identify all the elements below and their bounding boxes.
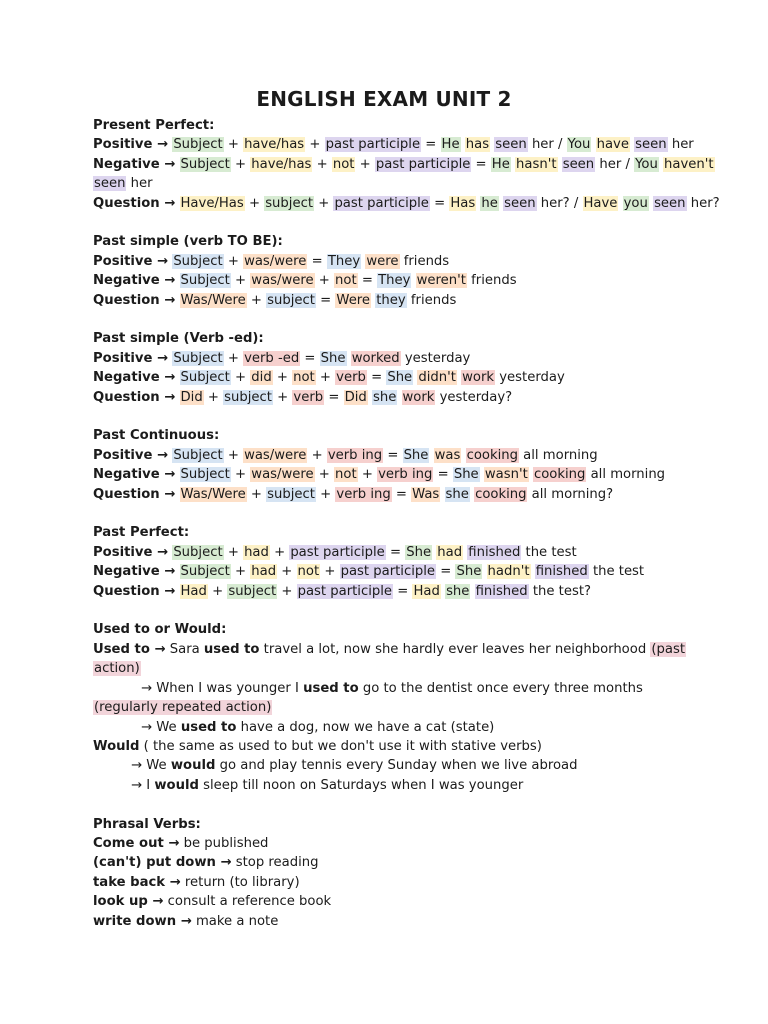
section-heading <box>93 620 673 639</box>
highlighted-term: Subject <box>180 156 230 172</box>
bold-label: used to <box>180 719 237 735</box>
bold-label: Negative → <box>93 156 176 172</box>
text-segment: return (to library) <box>180 874 300 890</box>
highlighted-term: Has <box>450 195 476 211</box>
text-segment: + <box>246 486 267 502</box>
text-segment: → I <box>131 777 155 793</box>
blank-line <box>93 795 673 814</box>
text-segment: sleep till noon on Saturdays when I was younger <box>198 777 524 793</box>
text-segment: Sara <box>165 641 204 657</box>
text-segment <box>175 157 179 172</box>
bold-label: Used to → <box>93 641 166 657</box>
highlighted-term: Had <box>180 583 207 599</box>
text-line <box>93 291 673 310</box>
text-segment <box>175 584 179 599</box>
highlighted-term: Were <box>336 292 371 308</box>
highlighted-term: You <box>567 137 591 153</box>
bold-label: would <box>170 758 216 774</box>
text-segment: friends <box>406 292 457 308</box>
text-line <box>93 659 673 678</box>
bold-label: (can't) put down → <box>93 855 232 871</box>
text-segment: + <box>223 137 244 153</box>
text-segment <box>591 137 595 152</box>
highlighted-term: Subject <box>180 467 230 483</box>
bold-label: Positive → <box>93 253 169 269</box>
highlighted-term: finished <box>535 564 588 580</box>
text-line <box>93 853 673 872</box>
text-line <box>93 737 673 756</box>
highlighted-term: cooking <box>533 467 586 483</box>
text-segment: + <box>305 137 325 153</box>
bold-label: Past Perfect: <box>93 525 190 541</box>
text-line <box>93 388 673 407</box>
highlighted-term: past participle <box>325 137 421 153</box>
text-line <box>93 446 673 465</box>
highlighted-term: seen <box>94 176 126 192</box>
bold-label: Positive → <box>93 137 169 153</box>
text-segment: = <box>436 564 456 580</box>
text-segment: friends <box>466 273 517 289</box>
highlighted-term: was/were <box>251 273 314 289</box>
blank-line <box>93 407 673 426</box>
text-segment: travel a lot, now she hardly ever leaves her neighborhood <box>259 641 651 657</box>
highlighted-term: have <box>596 137 629 153</box>
highlighted-term: She <box>387 370 413 386</box>
text-segment: + <box>315 370 336 386</box>
bold-label: Present Perfect: <box>93 118 215 133</box>
highlighted-term: (past <box>651 641 686 657</box>
text-segment: + <box>203 389 224 405</box>
text-segment: + <box>230 273 251 289</box>
highlighted-term: was/were <box>244 447 307 463</box>
text-line <box>93 756 673 775</box>
text-segment <box>397 390 401 405</box>
text-segment: + <box>314 273 335 289</box>
text-segment <box>175 370 179 385</box>
highlighted-term: Had <box>413 583 440 599</box>
section-heading <box>93 116 673 135</box>
highlighted-term: subject <box>267 486 315 502</box>
highlighted-term: they <box>376 292 406 308</box>
highlighted-term: he <box>481 195 498 211</box>
highlighted-term: verb -ed <box>244 350 300 366</box>
text-segment: + <box>277 564 297 580</box>
blank-line <box>93 504 673 523</box>
text-segment <box>175 293 179 308</box>
blank-line <box>93 310 673 329</box>
text-line <box>93 252 673 271</box>
highlighted-term: Was <box>412 486 440 502</box>
highlighted-term: You <box>635 156 658 172</box>
text-line <box>93 834 673 853</box>
text-segment: = <box>433 467 453 483</box>
text-segment: = <box>393 583 413 599</box>
highlighted-term: Subject <box>180 273 230 289</box>
highlighted-term: were <box>366 253 399 269</box>
text-segment <box>440 487 444 502</box>
text-segment: have a dog, now we have a cat (state) <box>236 719 495 735</box>
text-segment: all morning? <box>527 486 614 502</box>
bold-label: Question → <box>93 292 176 308</box>
highlighted-term: haven't <box>664 156 714 172</box>
text-segment: + <box>223 544 244 560</box>
highlighted-term: (regularly repeated action) <box>94 700 272 716</box>
text-line <box>93 271 673 290</box>
highlighted-term: verb <box>293 389 324 405</box>
highlighted-term: subject <box>265 195 313 211</box>
highlighted-term: work <box>402 389 435 405</box>
text-segment: her? <box>686 195 720 211</box>
section-heading <box>93 523 673 542</box>
highlighted-term: wasn't <box>484 467 528 483</box>
text-line <box>93 912 673 931</box>
text-segment: + <box>230 564 251 580</box>
text-segment: = <box>471 156 491 172</box>
text-line <box>93 562 673 581</box>
text-line <box>93 582 673 601</box>
highlighted-term: was/were <box>244 253 307 269</box>
highlighted-term: not <box>332 156 355 172</box>
text-line <box>93 465 673 484</box>
highlighted-term: had <box>244 544 269 560</box>
text-segment: + <box>307 447 327 463</box>
text-line <box>93 155 714 174</box>
text-segment: + <box>272 370 293 386</box>
bold-label: Negative → <box>93 467 176 483</box>
text-line <box>93 349 673 368</box>
highlighted-term: Subject <box>173 253 223 269</box>
highlighted-term: seen <box>562 156 595 172</box>
text-segment: = <box>300 350 320 366</box>
bold-label: used to <box>303 680 359 696</box>
highlighted-term: verb ing <box>336 486 391 502</box>
highlighted-term: She <box>403 447 429 463</box>
text-line <box>93 485 673 504</box>
text-segment: her / <box>527 137 567 153</box>
text-segment: her? / <box>536 195 583 211</box>
highlighted-term: Subject <box>180 370 230 386</box>
bold-label: Negative → <box>93 564 176 580</box>
text-segment <box>470 584 474 599</box>
bold-label: Negative → <box>93 370 176 386</box>
highlighted-term: He <box>441 137 460 153</box>
text-segment <box>175 273 179 288</box>
highlighted-term: has <box>465 137 490 153</box>
highlighted-term: have/has <box>251 156 312 172</box>
highlighted-term: She <box>406 544 432 560</box>
highlighted-term: had <box>251 564 277 580</box>
text-segment: the test <box>588 564 645 580</box>
text-segment: + <box>223 350 244 366</box>
text-line <box>93 135 694 154</box>
highlighted-term: not <box>293 370 315 386</box>
highlighted-term: They <box>378 273 411 289</box>
highlighted-term: not <box>335 273 357 289</box>
text-segment: all morning <box>518 447 598 463</box>
text-segment: be published <box>179 835 269 851</box>
text-segment <box>175 487 179 502</box>
highlighted-term: cooking <box>466 447 518 463</box>
text-line <box>93 679 673 698</box>
text-segment: ( the same as used to but we don't use it with stative verbs) <box>139 738 542 754</box>
highlighted-term: did <box>251 370 272 386</box>
bold-label: look up → <box>93 894 164 910</box>
text-segment: = <box>429 195 450 211</box>
bold-label: would <box>154 777 199 793</box>
text-segment: + <box>355 156 375 172</box>
blank-line <box>93 213 673 232</box>
highlighted-term: Subject <box>173 544 223 560</box>
bold-label: Positive → <box>93 447 169 463</box>
highlighted-term: finished <box>475 583 528 599</box>
text-segment: her <box>667 137 694 153</box>
highlighted-term: She <box>456 564 482 580</box>
highlighted-term: was/were <box>251 467 314 483</box>
text-segment: = <box>324 389 344 405</box>
text-segment: + <box>244 195 265 211</box>
text-segment <box>618 196 622 211</box>
bold-label: used to <box>203 641 260 657</box>
highlighted-term: They <box>327 253 361 269</box>
highlighted-term: seen <box>504 195 536 211</box>
text-segment: = <box>385 544 406 560</box>
text-segment: go to the dentist once every three months <box>358 680 643 696</box>
text-segment: + <box>357 467 378 483</box>
text-segment: friends <box>399 253 450 269</box>
text-segment <box>175 196 179 211</box>
text-line <box>93 892 673 911</box>
text-segment: yesterday <box>400 350 471 366</box>
highlighted-term: past participle <box>375 156 471 172</box>
highlighted-term: Subject <box>180 564 230 580</box>
text-segment: + <box>315 486 336 502</box>
text-segment <box>175 390 179 405</box>
highlighted-term: work <box>462 370 495 386</box>
text-segment: her <box>126 176 153 192</box>
highlighted-term: had <box>437 544 463 560</box>
highlighted-term: Have <box>583 195 618 211</box>
text-line <box>93 640 686 659</box>
text-segment: stop reading <box>231 855 319 871</box>
bold-label: Question → <box>93 486 176 502</box>
highlighted-term: weren't <box>416 273 466 289</box>
text-segment: + <box>230 370 251 386</box>
highlighted-term: Subject <box>173 137 223 153</box>
text-segment: + <box>246 292 267 308</box>
text-segment <box>175 467 179 482</box>
bold-label: Come out → <box>93 835 180 851</box>
text-line <box>93 174 673 193</box>
text-line <box>93 873 673 892</box>
text-segment: + <box>269 544 290 560</box>
text-line <box>93 543 673 562</box>
text-segment: yesterday <box>495 370 565 386</box>
blank-line <box>93 601 673 620</box>
highlighted-term: seen <box>495 137 527 153</box>
highlighted-term: not <box>297 564 320 580</box>
text-segment: consult a reference book <box>163 894 332 910</box>
text-segment: = <box>421 137 441 153</box>
section-heading <box>93 329 673 348</box>
highlighted-term: She <box>320 350 346 366</box>
highlighted-term: Did <box>344 389 367 405</box>
highlighted-term: past participle <box>340 564 436 580</box>
highlighted-term: she <box>445 486 469 502</box>
section-heading <box>93 815 673 834</box>
highlighted-term: Have/Has <box>180 195 244 211</box>
text-segment <box>411 273 415 288</box>
text-segment <box>175 564 179 579</box>
text-segment: + <box>277 583 297 599</box>
highlighted-term: not <box>335 467 357 483</box>
highlighted-term: was <box>434 447 461 463</box>
highlighted-term: seen <box>654 195 686 211</box>
bold-label: Question → <box>93 195 176 211</box>
highlighted-term: hadn't <box>487 564 530 580</box>
section-heading <box>93 232 673 251</box>
bold-label: Would <box>93 738 140 754</box>
bold-label: Past Continuous: <box>93 428 220 444</box>
bold-label: Used to or Would: <box>93 622 227 638</box>
highlighted-term: subject <box>224 389 272 405</box>
text-segment: the test? <box>528 583 592 599</box>
highlighted-term: have/has <box>244 137 305 153</box>
text-segment: → We <box>141 719 181 735</box>
text-segment: all morning <box>586 467 666 483</box>
text-segment: + <box>230 156 251 172</box>
text-segment <box>482 564 486 579</box>
bold-label: Phrasal Verbs: <box>93 816 201 832</box>
text-line <box>93 776 673 795</box>
highlighted-term: She <box>453 467 479 483</box>
text-segment: → We <box>131 758 171 774</box>
text-segment: = <box>357 273 378 289</box>
text-segment: → When I was younger I <box>141 680 304 696</box>
highlighted-term: she <box>372 389 397 405</box>
text-segment: = <box>315 292 336 308</box>
text-segment: + <box>314 467 335 483</box>
highlighted-term: action) <box>94 661 140 677</box>
highlighted-term: she <box>446 583 470 599</box>
text-segment: + <box>312 156 332 172</box>
text-line <box>93 194 720 213</box>
bold-label: Positive → <box>93 544 169 560</box>
highlighted-term: seen <box>635 137 667 153</box>
highlighted-term: subject <box>267 292 315 308</box>
text-segment: make a note <box>191 913 279 929</box>
text-segment: go and play tennis every Sunday when we live abroad <box>215 758 578 774</box>
highlighted-term: past participle <box>297 583 393 599</box>
text-segment: = <box>391 486 412 502</box>
bold-label: Negative → <box>93 273 176 289</box>
text-segment <box>429 448 433 463</box>
bold-label: write down → <box>93 913 192 929</box>
bold-label: Past simple (Verb -ed): <box>93 331 264 347</box>
text-segment: her / <box>595 156 635 172</box>
text-segment: + <box>314 195 334 211</box>
text-segment: + <box>272 389 293 405</box>
highlighted-term: hasn't <box>516 156 557 172</box>
highlighted-term: worked <box>351 350 400 366</box>
highlighted-term: finished <box>468 544 521 560</box>
text-line <box>93 718 673 737</box>
highlighted-term: subject <box>228 583 277 599</box>
text-segment <box>461 448 465 463</box>
highlighted-term: cooking <box>475 486 527 502</box>
highlighted-term: He <box>491 156 510 172</box>
page-title: ENGLISH EXAM UNIT 2 <box>256 87 512 111</box>
bold-label: Positive → <box>93 350 169 366</box>
highlighted-term: you <box>623 195 648 211</box>
notes-body <box>93 116 720 931</box>
text-segment: + <box>230 467 251 483</box>
text-segment: = <box>383 447 403 463</box>
text-segment: = <box>307 253 327 269</box>
text-line <box>93 698 673 717</box>
highlighted-term: verb ing <box>327 447 383 463</box>
highlighted-term: past participle <box>334 195 429 211</box>
text-segment: + <box>207 583 228 599</box>
text-segment: + <box>320 564 340 580</box>
section-heading <box>93 426 673 445</box>
highlighted-term: verb ing <box>378 467 433 483</box>
highlighted-term: didn't <box>418 370 456 386</box>
bold-label: Question → <box>93 389 176 405</box>
text-segment: + <box>223 447 244 463</box>
highlighted-term: Subject <box>173 350 223 366</box>
text-line <box>93 368 673 387</box>
text-segment: + <box>223 253 244 269</box>
bold-label: Question → <box>93 583 176 599</box>
bold-label: Past simple (verb TO BE): <box>93 234 283 250</box>
highlighted-term: Subject <box>173 447 223 463</box>
highlighted-term: Did <box>180 389 203 405</box>
text-segment: = <box>366 370 387 386</box>
highlighted-term: Was/Were <box>180 292 246 308</box>
text-segment: the test <box>521 544 577 560</box>
highlighted-term: Was/Were <box>180 486 246 502</box>
highlighted-term: verb <box>336 370 366 386</box>
text-segment: yesterday? <box>435 389 513 405</box>
bold-label: take back → <box>93 874 181 890</box>
highlighted-term: past participle <box>290 544 385 560</box>
